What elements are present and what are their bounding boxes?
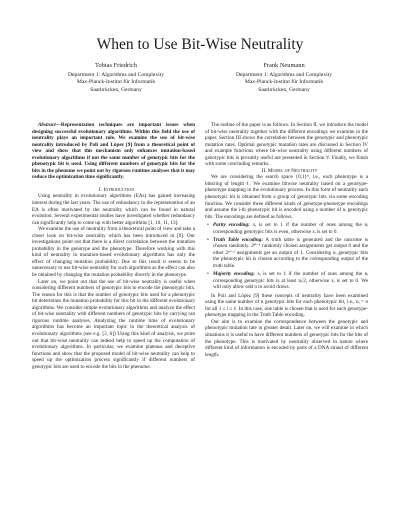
right-column	[205, 122, 368, 370]
list-item-parity	[213, 222, 368, 235]
abstract	[32, 122, 195, 181]
encoding-text: xᵢ is set to 1 if the number of ones among the nᵢ corresponding genotypic bits is even, otherwise xᵢ is set to 0.	[213, 222, 368, 235]
author-dept: Department 1: Algorithms and Complexity	[67, 71, 164, 78]
paper-title: When to Use Bit-Wise Neutrality	[96, 36, 304, 53]
paragraph-model: We are considering the search space {0,1}ⁿ, i.e., each phenotype is a bitstring of length ℓ. We examine bitwise neutrality based on a genotype-phenotype mapping in the evolutionary process. In this form of neutrality each phenotypic bit is obtained from a group of genotypic bits via some encoding function. We consider three different kinds of genotype-phenotype encodings and assume the i-th phenotypic bit is encoded using a number of nᵢ genotypic bits. The encodings are defined as follows.	[205, 174, 368, 220]
encoding-text: xᵢ is set to 1 if the number of ones among the nᵢ corresponding genotypic bits is at least nᵢ/2, otherwise xᵢ is set to 0. We will only allow odd n to avoid draws.	[213, 271, 368, 291]
author-dept: Department 1: Algorithms and Complexity	[235, 71, 332, 78]
encoding-text: A truth table is generated and the outcome is chosen randomly. 2ⁿⁱ⁻¹ randomly chosen assignments get output 0 and the other 2ⁿⁱ⁻¹ assignments get an output of 1. Considering nᵢ genotypic bits the phenotypic bit is chosen according to the corresponding output of the truth table.	[213, 236, 368, 269]
section-heading-model: II. Model of Neutrality	[261, 167, 318, 174]
author-institute: Max-Planck-Institut für Informatik	[244, 79, 324, 86]
paragraph: In Poli and López [9] these concepts of neutrality have been examined using the same number of n genotypic bits for each phenotypic bit, i.e., nᵢ = n for all 1 ≤ i ≤ ℓ. In this case, one table is chosen that is used for each genotype-phenotype mapping in the Truth Table encoding.	[205, 292, 368, 319]
list-item-truth-table	[213, 237, 368, 270]
section-heading-introduction: I. Introduction	[98, 186, 135, 193]
left-column	[32, 122, 195, 370]
encoding-label: Truth Table encoding:	[213, 236, 264, 243]
two-column-body	[32, 122, 368, 370]
author-name: Frank Neumann	[263, 62, 305, 69]
abstract-text: —Representation techniques are important issues when designing successful evolutionary algorithms. Within this field the use of neutrality plays an important role. We examine the use of bit-wise neutrality introduced by Poli and López [9] from a theoretical point of view and show that this mechanism only enhances mutation-based evolutionary algorithms if not the same number of genotypic bits for the phenotypic bit is used. Using different numbers of genotypic bits for the bits in the phenome we point out by rigorous runtime analyses that it may reduce the optimization time significantly.	[32, 122, 195, 181]
author-name: Tobias Friedrich	[95, 62, 137, 69]
list-item-majority	[213, 271, 368, 291]
abstract-lead: Abstract	[38, 122, 56, 128]
paragraph: Using neutrality in evolutionary algorithms (EAs) has gained increasing interest during the last years. The use of redundancy in the representation of an EA is often motivated by the neutrality which can be found in natural evolution. Several experimental studies have investigated whether redundancy can significantly help to come up with better algorithms [1, 10, 11, 13].	[32, 193, 195, 226]
author-city: Saarbrücken, Germany	[258, 86, 310, 93]
author-city: Saarbrücken, Germany	[90, 86, 142, 93]
encoding-list	[205, 222, 368, 290]
author-block	[32, 62, 368, 94]
paragraph: Later on, we point out that the use of bit-wise neutrality is useful when considering different numbers of genotypic bits to encode the phenotypic bits. The reason for this is that the number of genotypic bits used for a phenotypic bit determines the mutation probability for this bit in the different evolutionary algorithms. We consider simple evolutionary algorithms and analyze the effect of bit-wise neutrality with different numbers of genotypic bits by carrying out rigorous runtime analyses. Analyzing the runtime time of evolutionary algorithms has become an important topic in the theoretical analysis of evolutionary algorithms (see e.g. [3, 6]) Using this kind of analysis, we point out that bit-wise neutrality can indeed help to speed up the computation of evolutionary algorithms. In particular, we examine plateaus and deceptive functions and show that the proposed model of bit-wise neutrality can help to speed up the optimization process significantly if different numbers of genotypic bits are used to encode the bits in the phenome.	[32, 278, 195, 370]
paragraph: We examine the use of neutrality from a theoretical point of view and take a closer look on bit-wise neutrality which has been introduced in [9]. Our investigations point out that there is a direct correlation between the mutation probability in the genotype and the phenotype. Therefore working with this kind of neutrality in mutation-based evolutionary algorithms has only the effect of changing mutation probability. Due to this result it seems to be unnecessary to use bit-wise neutrality for such algorithms as the effect can also be obtained by changing the mutation probability directly in the phenotype.	[32, 226, 195, 279]
encoding-label: Majority encoding:	[213, 271, 255, 278]
encoding-label: Parity encoding:	[213, 222, 250, 229]
paragraph: Our aim is to examine the correspondence between the genotypic and phenotypic mutation rate in greater detail. Later on, we will examine in which situations it is useful to have different numbers of genotypic bits for the bits of the phenotype. This is motivated by neutrality observed in nature where different kind of information is encoded by parts of a DNA strand of different length.	[205, 318, 368, 358]
author-1	[32, 62, 200, 94]
author-2	[200, 62, 368, 94]
paragraph-outline: The outline of the paper is as follows. In Section II, we introduce the model of bit-wise neutrality together with the different encodings we examine in the paper. Section III shows the correlation between the genotypic and phenotypic mutation rates. Optimal genotypic mutation rates are discussed in Section IV and example functions where bit-wise neutrality using different numbers of genotypic bits is provably useful are presented in Section V. Finally, we finish with some concluding remarks.	[205, 122, 368, 168]
author-institute: Max-Planck-Institut für Informatik	[76, 79, 156, 86]
